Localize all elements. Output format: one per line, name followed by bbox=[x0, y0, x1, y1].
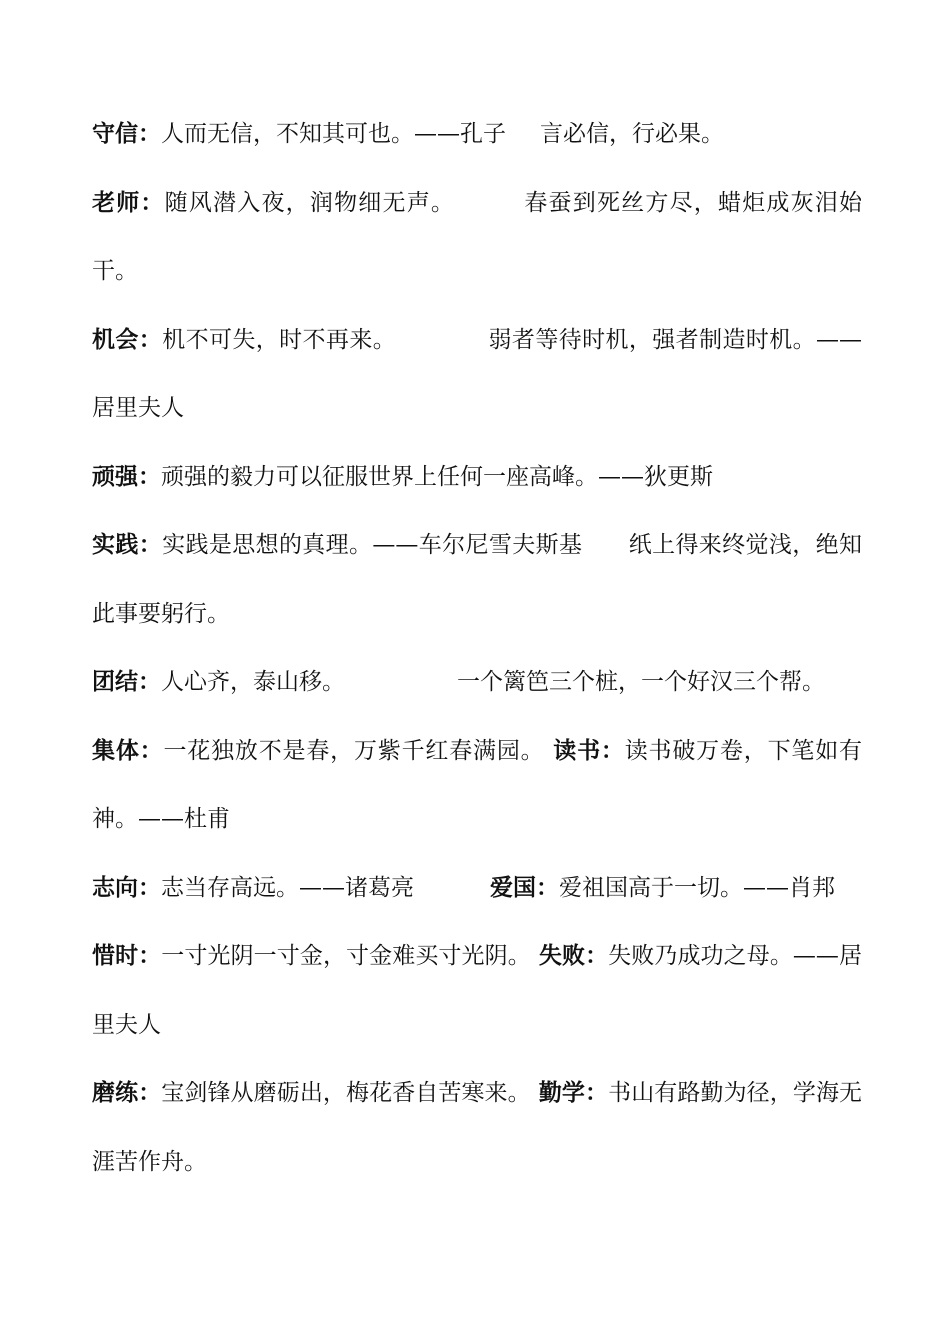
entry-term: 机会 bbox=[92, 326, 139, 353]
entry-quote: 言必信，行必果。 bbox=[540, 121, 724, 147]
entry-quote: 志当存高远。——诸葛亮 bbox=[161, 874, 414, 901]
entry-quote: 春蚕到死丝方尽，蜡炬成灰泪始干。 bbox=[92, 189, 863, 284]
entry-quote: 一个篱笆三个桩，一个好汉三个帮。 bbox=[457, 669, 825, 695]
entry-separator: ： bbox=[138, 463, 161, 490]
entry-quote: 人而无信，不知其可也。——孔子 bbox=[161, 121, 506, 147]
entry-separator: ： bbox=[138, 532, 163, 558]
entry-quote: 一花独放不是春，万紫千红春满园。 bbox=[163, 737, 545, 764]
entry-separator: ： bbox=[139, 737, 164, 764]
entry-term: 失败 bbox=[538, 943, 586, 969]
entry-separator: ： bbox=[138, 326, 163, 353]
entry-separator: ： bbox=[138, 121, 161, 147]
entry-term: 集体 bbox=[92, 737, 140, 764]
entry-term: 惜时 bbox=[92, 943, 139, 969]
entry-ambition bbox=[92, 854, 862, 923]
entry-quote: 实践是思想的真理。——车尔尼雪夫斯基 bbox=[162, 532, 583, 558]
entry-separator: ： bbox=[138, 874, 161, 901]
entry-term: 守信 bbox=[92, 121, 138, 147]
entry-quote: 随风潜入夜，润物细无声。 bbox=[164, 189, 456, 216]
entry-term: 顽强 bbox=[92, 463, 138, 490]
entry-separator: ： bbox=[536, 874, 559, 901]
entry-separator: ： bbox=[140, 189, 165, 216]
entry-practice bbox=[92, 511, 862, 648]
entry-separator: ： bbox=[138, 1080, 162, 1106]
entry-quote: 人心齐，泰山移。 bbox=[161, 669, 345, 695]
entry-separator: ： bbox=[138, 669, 161, 695]
entry-quote: 机不可失，时不再来。 bbox=[162, 326, 397, 353]
entry-separator: ： bbox=[600, 737, 625, 764]
entry-term: 老师 bbox=[92, 189, 141, 216]
entry-separator: ： bbox=[585, 943, 609, 969]
entry-teacher bbox=[92, 169, 862, 306]
entry-opportunity bbox=[92, 306, 862, 443]
entry-term: 团结 bbox=[92, 669, 138, 695]
entry-separator: ： bbox=[138, 943, 162, 969]
entry-unity bbox=[92, 648, 862, 717]
entry-quote: 书山有路勤为径，学海无涯苦作舟。 bbox=[92, 1080, 863, 1175]
entry-term: 读书 bbox=[552, 737, 601, 764]
entry-quote: 爱祖国高于一切。——肖邦 bbox=[559, 874, 835, 901]
entry-quote: 一寸光阴一寸金，寸金难买寸光阴。 bbox=[161, 943, 531, 969]
entry-quote: 顽强的毅力可以征服世界上任何一座高峰。——狄更斯 bbox=[161, 463, 713, 490]
entry-term: 志向 bbox=[92, 874, 138, 901]
entry-term: 磨练 bbox=[92, 1080, 139, 1106]
entry-cherish-time bbox=[92, 922, 862, 1059]
entry-quote: 失败乃成功之母。——居里夫人 bbox=[92, 943, 862, 1038]
entry-quote: 纸上得来终觉浅，绝知此事要躬行。 bbox=[92, 532, 863, 627]
entry-tenacity bbox=[92, 443, 862, 512]
entry-quote: 读书破万卷，下笔如有神。——杜甫 bbox=[92, 737, 862, 832]
entry-separator: ： bbox=[585, 1080, 609, 1106]
entry-trustworthiness bbox=[92, 100, 862, 169]
entry-quote: 宝剑锋从磨砺出，梅花香自苦寒来。 bbox=[161, 1080, 531, 1106]
entry-term: 爱国 bbox=[490, 874, 536, 901]
entry-quote: 弱者等待时机，强者制造时机。——居里夫人 bbox=[92, 326, 863, 421]
entry-term: 实践 bbox=[92, 532, 139, 558]
entry-term: 勤学 bbox=[538, 1080, 586, 1106]
document-page bbox=[92, 100, 862, 1196]
entry-collective bbox=[92, 717, 862, 854]
entry-hardship bbox=[92, 1059, 862, 1196]
